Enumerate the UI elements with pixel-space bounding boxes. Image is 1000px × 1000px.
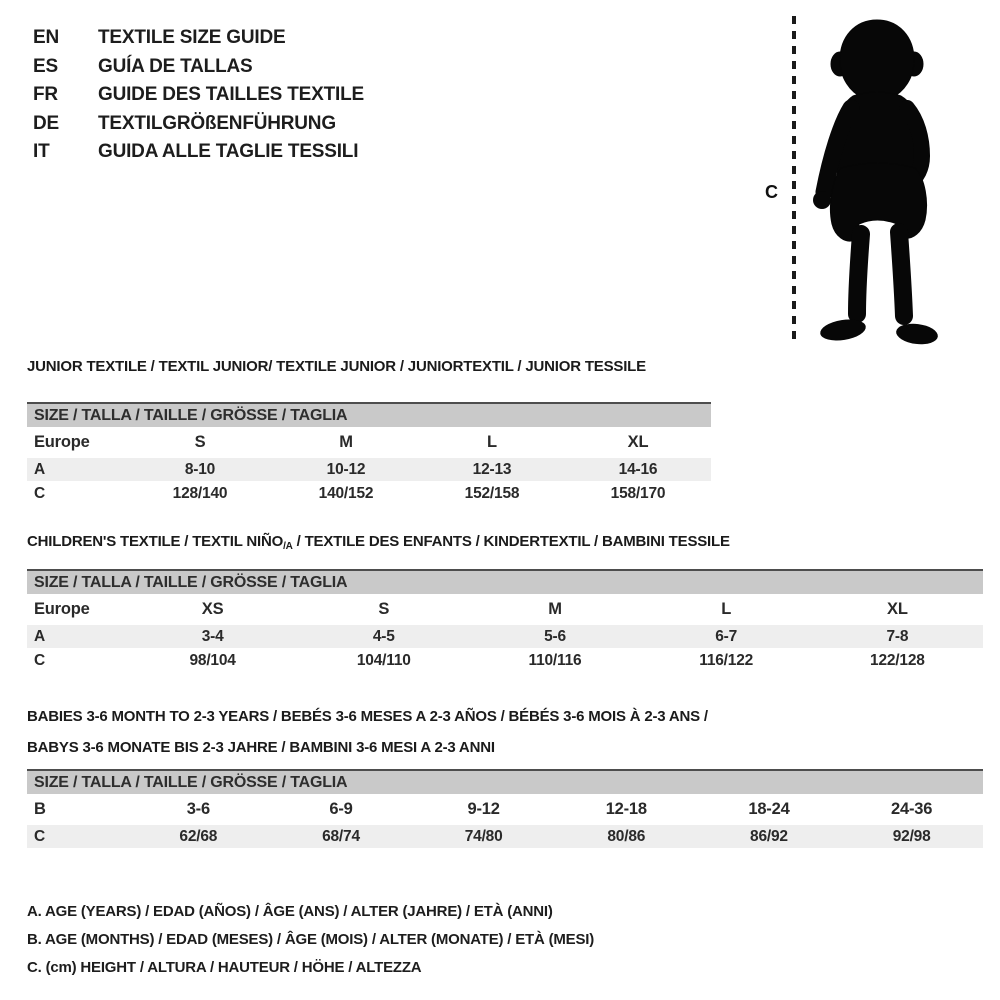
note-age-years: A. AGE (YEARS) / EDAD (AÑOS) / ÂGE (ANS) / ALTER (JAHRE) / ETÀ (ANNI) — [27, 903, 553, 920]
section-title — [27, 701, 983, 763]
size-cell: M — [548, 600, 562, 618]
row-label: Europe — [34, 600, 90, 618]
row-label: C — [27, 825, 127, 848]
table-row — [27, 427, 711, 458]
age-cell: 4-5 — [298, 625, 469, 648]
height-cell: 68/74 — [270, 825, 413, 848]
age-cell: 18-24 — [748, 800, 790, 818]
size-header-row — [27, 570, 983, 594]
language-code: IT — [33, 141, 50, 162]
size-cell: L — [721, 600, 732, 618]
size-header-row — [27, 403, 711, 427]
height-cell: 116/122 — [699, 652, 754, 669]
age-cell: 14-16 — [565, 458, 711, 481]
height-cell: 128/140 — [172, 485, 228, 502]
guide-title: TEXTILE SIZE GUIDE — [98, 27, 286, 48]
size-cell: S — [194, 433, 206, 451]
table-row — [27, 648, 983, 674]
age-cell: 5-6 — [469, 625, 640, 648]
section-title-text: CHILDREN'S TEXTILE / TEXTIL NIÑO — [27, 533, 284, 550]
age-cell: 3-4 — [127, 625, 298, 648]
language-row — [33, 27, 364, 56]
age-cell: 6-7 — [641, 625, 812, 648]
height-cell: 158/170 — [610, 485, 666, 502]
age-cell: 24-36 — [891, 800, 933, 818]
baby-figure — [755, 10, 970, 352]
size-cell: XL — [887, 600, 908, 618]
section-children-textile — [27, 533, 983, 674]
language-code: EN — [33, 27, 59, 48]
junior-size-table — [27, 402, 711, 507]
height-cell: 152/158 — [464, 485, 520, 502]
note-age-months: B. AGE (MONTHS) / EDAD (MESES) / ÂGE (MOIS) / ALTER (MONATE) / ETÀ (MESI) — [27, 931, 595, 948]
height-cell: 140/152 — [318, 485, 374, 502]
table-row — [27, 458, 711, 481]
section-title-text: / TEXTILE DES ENFANTS / KINDERTEXTIL / BAMBINI TESSILE — [292, 533, 730, 550]
age-cell: 3-6 — [186, 800, 210, 818]
height-cell: 110/116 — [528, 652, 582, 669]
section-junior-textile — [27, 358, 711, 507]
size-header-row — [27, 770, 983, 794]
age-cell: 8-10 — [127, 458, 273, 481]
guide-title: TEXTILGRÖßENFÜHRUNG — [98, 112, 336, 134]
height-cell: 86/92 — [698, 825, 841, 848]
row-label: C — [34, 485, 45, 502]
language-row — [33, 84, 364, 113]
size-cell: L — [487, 433, 497, 451]
language-code: DE — [33, 112, 59, 134]
height-cell: 62/68 — [127, 825, 270, 848]
section-title-line2: BABYS 3-6 MONATE BIS 2-3 JAHRE / BAMBINI 3-6 MESI A 2-3 ANNI — [27, 739, 495, 756]
legend-notes — [27, 898, 594, 982]
language-title-block — [33, 27, 364, 170]
age-cell: 6-9 — [329, 800, 353, 818]
language-row — [33, 113, 364, 142]
guide-title: GUIDE DES TAILLES TEXTILE — [98, 84, 364, 105]
note-height-cm: C. (cm) HEIGHT / ALTURA / HAUTEUR / HÖHE / ALTEZZA — [27, 959, 422, 976]
table-row — [27, 794, 983, 825]
row-label: C — [34, 652, 45, 669]
size-cell: M — [339, 433, 353, 451]
size-header-bar: SIZE / TALLA / TAILLE / GRÖSSE / TAGLIA — [27, 770, 983, 794]
age-cell: 7-8 — [812, 625, 983, 648]
size-header-bar: SIZE / TALLA / TAILLE / GRÖSSE / TAGLIA — [27, 403, 711, 427]
babies-size-table — [27, 769, 983, 848]
height-marker-label: C — [765, 182, 778, 202]
size-cell: S — [378, 600, 390, 618]
size-cell: XL — [627, 433, 649, 451]
height-cell: 104/110 — [356, 652, 411, 669]
height-cell: 74/80 — [412, 825, 555, 848]
section-title-line1: BABIES 3-6 MONTH TO 2-3 YEARS / BEBÉS 3-6 MESES A 2-3 AÑOS / BÉBÉS 3-6 MOIS À 2-3 ANS / — [27, 708, 708, 725]
height-cell: 92/98 — [840, 825, 983, 848]
table-row — [27, 594, 983, 625]
age-cell: 10-12 — [273, 458, 419, 481]
language-row — [33, 141, 364, 170]
table-row — [27, 625, 983, 648]
row-label: Europe — [34, 433, 90, 451]
children-size-table — [27, 569, 983, 674]
size-cell: XS — [201, 600, 224, 618]
section-babies-textile — [27, 701, 983, 848]
baby-silhouette — [755, 10, 970, 352]
guide-title: GUÍA DE TALLAS — [98, 55, 253, 77]
height-cell: 98/104 — [189, 652, 236, 669]
height-cell: 122/128 — [870, 652, 925, 669]
language-code: ES — [33, 55, 58, 77]
row-label: A — [27, 458, 127, 481]
size-header-bar: SIZE / TALLA / TAILLE / GRÖSSE / TAGLIA — [27, 570, 983, 594]
language-row — [33, 56, 364, 85]
language-code: FR — [33, 84, 58, 105]
guide-title: GUIDA ALLE TAGLIE TESSILI — [98, 141, 359, 162]
section-title-subscript: /A — [283, 541, 293, 552]
height-cell: 80/86 — [555, 825, 698, 848]
age-cell: 9-12 — [467, 800, 500, 818]
row-label: A — [27, 625, 127, 648]
row-label: B — [34, 800, 46, 818]
table-row — [27, 825, 983, 848]
section-title — [27, 533, 983, 552]
table-row — [27, 481, 711, 507]
age-cell: 12-18 — [605, 800, 647, 818]
section-title: JUNIOR TEXTILE / TEXTIL JUNIOR/ TEXTILE JUNIOR / JUNIORTEXTIL / JUNIOR TESSILE — [27, 358, 646, 375]
age-cell: 12-13 — [419, 458, 565, 481]
